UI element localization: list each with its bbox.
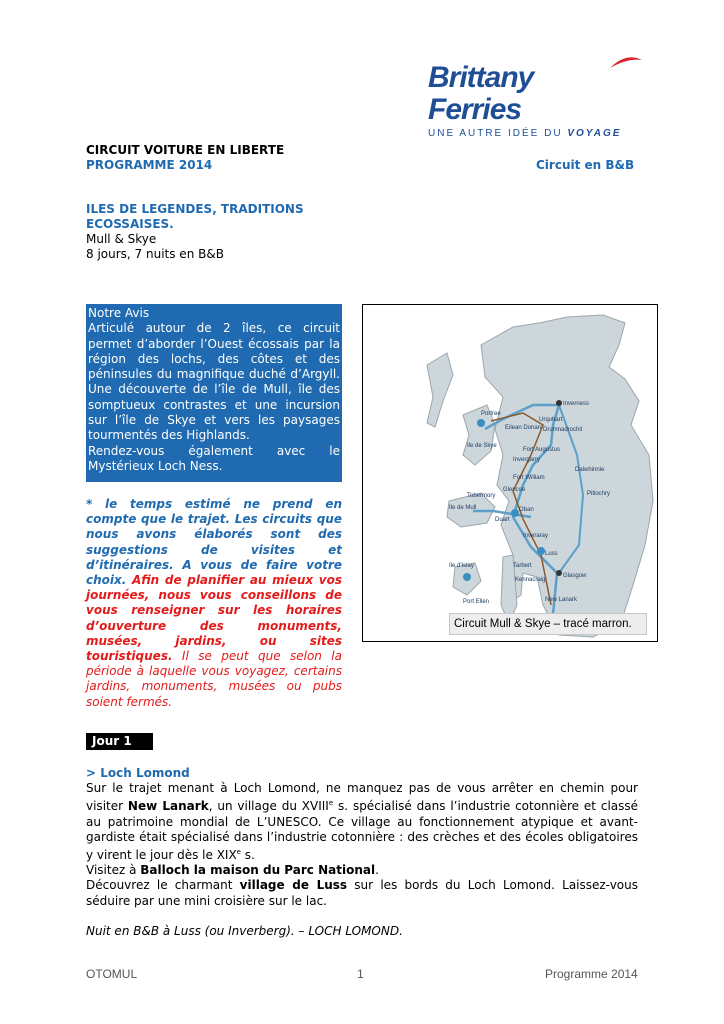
scotland-map-graphic <box>363 305 657 641</box>
notre-avis-box <box>86 304 342 482</box>
brittany-ferries-logo <box>428 61 628 139</box>
map-label-urquhart: Urquhart <box>539 417 563 423</box>
map-label-portree: Portree <box>481 411 501 417</box>
map-label-tarbert: Tarbert <box>513 563 532 569</box>
map-label-dalwhinnie: Dalwhinnie <box>575 467 605 473</box>
map-label-glasgow: Glasgow <box>563 573 587 579</box>
footer-left: OTOMUL <box>86 967 138 981</box>
map-label-port-ellen: Port Ellen <box>463 599 490 605</box>
logo-brand: Brittany Ferries <box>428 61 534 126</box>
map-label-fort-augustus: Fort Augustus <box>523 447 561 453</box>
map-label-kennacraig: Kennacraig <box>515 577 546 583</box>
circuit-type-heading: CIRCUIT VOITURE EN LIBERTE <box>86 143 285 157</box>
map-label-islay: Ile d'Islay <box>449 563 474 569</box>
time-estimate-note <box>86 497 342 710</box>
notre-avis-text: Articulé autour de 2 îles, ce circuit permet d’aborder l’Ouest écossais par la région des lochs, des côtes et des péninsules du magnifique duché d’Argyll. Une découverte de l’île de Mull, île des somptueux contrastes et une incursion sur l’île de Skye et vers les paysages tourmentés des Highlands. <box>88 321 340 443</box>
tour-duration: 8 jours, 7 nuits en B&B <box>86 247 224 261</box>
outer-hebrides-shape <box>427 353 453 427</box>
logo-tagline: UNE AUTRE IDÉE DU VOYAGE <box>428 128 622 139</box>
map-label-drumnadrochit: Drumnadrochit <box>543 427 583 433</box>
note-part1: * le temps estimé ne prend en compte que le trajet. Les circuits que nous avons élaborés sont des suggestions de visites et d’itinéraires. A vous de faire votre choix. <box>86 497 342 588</box>
map-label-fort-william: Fort William <box>513 475 545 481</box>
marker-glasgow <box>556 570 562 576</box>
map-label-inverness: Inverness <box>563 401 590 407</box>
tour-title-line1: ILES DE LEGENDES, TRADITIONS <box>86 202 304 216</box>
day-description <box>86 766 638 939</box>
marker-islay <box>463 573 471 581</box>
tour-subtitle: Mull & Skye <box>86 232 157 246</box>
day-badge: Jour 1 <box>86 733 153 750</box>
marker-luss <box>537 547 545 555</box>
tour-title-line2: ECOSSAISES. <box>86 217 174 231</box>
footer-right: Programme 2014 <box>545 967 638 981</box>
map-label-luss: Luss <box>545 551 558 557</box>
day-location: > Loch Lomond <box>86 766 190 780</box>
map-label-skye: Ile de Skye <box>467 443 497 449</box>
map-label-invergarry: Invergarry <box>513 457 541 463</box>
notre-avis-text2: Rendez-vous également avec le Mystérieux Loch Ness. <box>88 443 340 473</box>
map-label-inveraray: Inveraray <box>523 533 549 539</box>
day-paragraph-1: Sur le trajet menant à Loch Lomond, ne manquez pas de vous arrêter en chemin pour visiter New Lanark, un village du XVIIIe s. spécialisé dans l’industrie cotonnière et classé au patrimoine mondial de L’UNESCO. Ce village au fonctionnement atypique et avant-gardiste était spécialisé dans l’industrie cotonnière : des crèches et des écoles obligatoires y virent le jour dès le XIXe s. <box>86 781 639 863</box>
notre-avis-title: Notre Avis <box>88 306 150 320</box>
note-part2: Afin de planifier au mieux vos journées, nous vous conseillons de vous renseigner sur les horaires d’ouverture des monuments, musées, jardins, ou sites touristiques. <box>86 573 342 664</box>
day-night-info: Nuit en B&B à Luss (ou Inverberg). – LOCH LOMOND. <box>86 923 403 938</box>
note-part3: Il se peut que selon la période à laquelle vous voyagez, certains jardins, monuments, musées ou pubs soient fermés. <box>86 649 342 709</box>
day-paragraph-3: Découvrez le charmant village de Luss sur les bords du Loch Lomond. Laissez-vous séduire par une mini croisière sur le lac. <box>86 878 638 908</box>
marker-portree <box>477 419 485 427</box>
map-caption: Circuit Mull & Skye – tracé marron. <box>449 613 647 635</box>
map-label-pitlochry: Pitlochry <box>587 491 611 497</box>
map-label-glencoe: Glencoe <box>503 487 526 493</box>
map-label-duart: Duart <box>495 517 510 523</box>
day-paragraph-2: Visitez à Balloch la maison du Parc National. <box>86 863 379 878</box>
logo-sail-icon <box>608 56 644 70</box>
programme-year: PROGRAMME 2014 <box>86 158 213 172</box>
map-label-oban: Oban <box>519 507 534 513</box>
map-label-mull: Ile de Mull <box>449 505 477 511</box>
footer-page-number: 1 <box>357 967 364 981</box>
marker-oban <box>511 509 519 517</box>
route-map <box>362 304 658 642</box>
circuit-category: Circuit en B&B <box>536 158 635 172</box>
tour-title-block <box>86 202 346 262</box>
map-label-tobermory: Tobermory <box>467 493 496 499</box>
map-label-eilean-donan: Eilean Donan <box>505 425 542 431</box>
map-label-new-lanark: New Lanark <box>545 597 578 603</box>
marker-inverness <box>556 400 562 406</box>
